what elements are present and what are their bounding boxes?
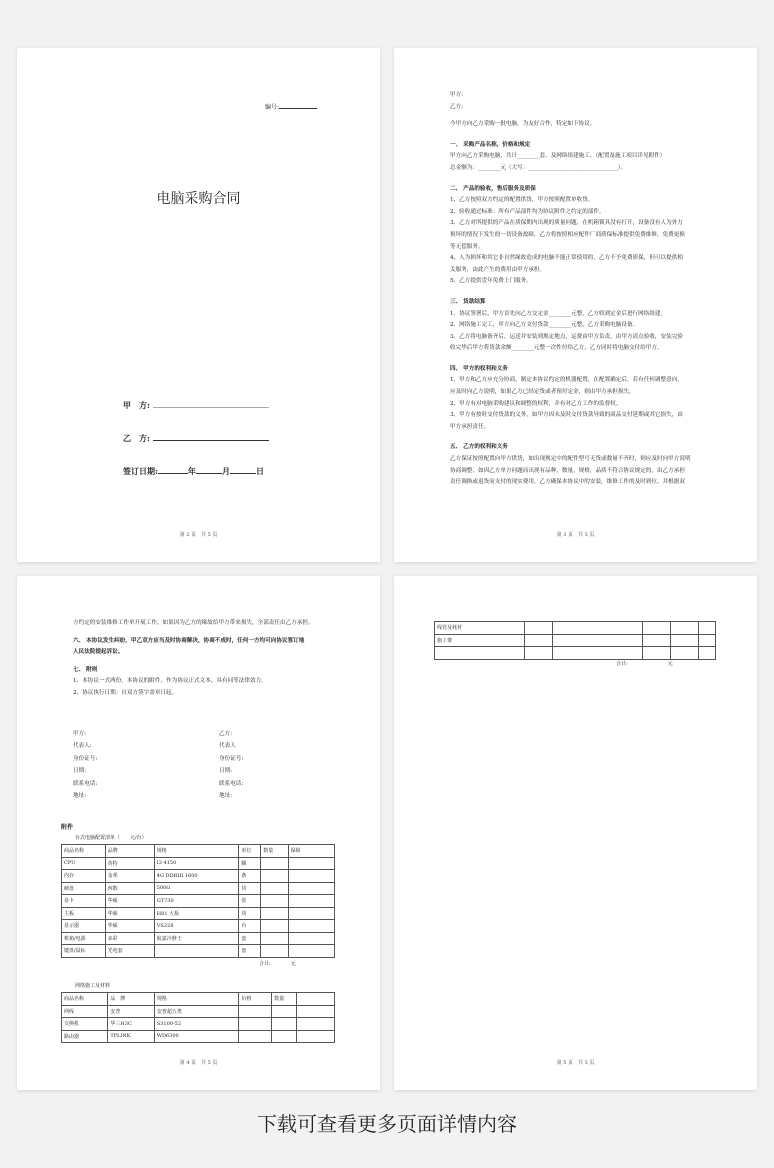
table-row — [62, 882, 335, 895]
section-line: 5、乙方提供壹年免费上门服务。 — [450, 278, 532, 285]
table-cell — [642, 634, 670, 647]
table-cell: 价格 — [239, 993, 272, 1006]
table-cell — [261, 870, 288, 883]
table-cell — [288, 932, 334, 945]
section-line: 甲方承担责任。 — [450, 423, 490, 430]
table-cell — [296, 1018, 334, 1031]
table-cell: GT730 — [154, 895, 239, 908]
sign-date-label: 签订日期: 年 月 日 — [123, 466, 264, 476]
table-cell — [261, 907, 288, 920]
party-b-label: 乙 方: — [123, 433, 269, 444]
party-a-label: 甲 方: — [123, 400, 269, 411]
table-cell — [524, 647, 552, 660]
table-cell — [296, 1030, 334, 1043]
table-cell: 华硕 — [105, 895, 154, 908]
section-line: 2、网络施工完工，甲方向乙方支付货款________元整，乙方采购电脑设备。 — [450, 322, 639, 329]
table-cell: 单位 — [239, 845, 261, 858]
contract-page-continued — [394, 576, 757, 1090]
signature-field: 身份证号: — [73, 755, 98, 762]
materials-table — [434, 621, 716, 660]
contract-page-cover — [17, 48, 380, 562]
table-cell: 4G DDRIII 1600 — [154, 870, 239, 883]
page-title: 电脑采购合同 — [156, 191, 241, 207]
table-cell: 保障 — [288, 845, 334, 858]
table-cell: 西数 — [105, 882, 154, 895]
table-cell: 数量 — [272, 993, 297, 1006]
section-line: 关服务，由此产生的费用由甲方承担。 — [450, 266, 546, 273]
page-number: 第 5 页 共 5 页 — [556, 1060, 595, 1066]
table-cell: 线管及耗材 — [435, 622, 525, 635]
table-cell — [272, 1018, 297, 1031]
table-row — [62, 993, 335, 1006]
table-cell: CPU — [62, 857, 106, 870]
section-line: 乙方保证按照配置向甲方供货，如出现规定中的配件型号无货或数量不齐时，则应及时向甲方说明 — [450, 456, 691, 463]
table-row — [62, 920, 335, 933]
section-title: 二、 产品的验收，售后服务及质保 — [450, 185, 536, 192]
terms-block — [450, 90, 710, 489]
table-row — [62, 945, 335, 958]
table-cell — [553, 634, 643, 647]
section-line: 1、协议签署后，甲方首先向乙方交定金________元整，乙方收到定金后进行网络组建。 — [450, 310, 667, 317]
signature-field: 代表人 — [219, 743, 236, 750]
section-line: 协商调整，如因乙方单方问题而出现有品种，数量，规格，品质不符合协议规定的，由乙方承担 — [450, 467, 685, 474]
table-cell — [261, 945, 288, 958]
table-cell — [435, 647, 525, 660]
table-cell — [524, 634, 552, 647]
table-cell — [272, 1030, 297, 1043]
table-row — [62, 895, 335, 908]
table-cell — [553, 622, 643, 635]
table-cell: 路由器 — [62, 1030, 108, 1043]
appendix-text-block — [73, 618, 333, 700]
table-cell: 张 — [239, 895, 261, 908]
signature-field: 日期: — [73, 768, 87, 775]
signature-field: 地址: — [219, 793, 233, 800]
text-line: 方约定的安装维修工作单开展工作，如果因为乙方的缘故给甲方带来损失，全部责任由乙方承担。 — [73, 620, 314, 626]
signature-field: 乙方: — [219, 731, 233, 737]
table-cell: 安普超五类 — [154, 1005, 239, 1018]
signature-field: 地址: — [73, 793, 87, 800]
table-cell — [642, 647, 670, 660]
table-cell: 英特 — [105, 857, 154, 870]
table-cell: 显示器 — [62, 920, 106, 933]
table-cell — [642, 622, 670, 635]
signature-field: 联系电话: — [219, 780, 244, 787]
table-cell: VS228 — [154, 920, 239, 933]
table-row — [435, 622, 716, 635]
table-cell: 键盘/鼠标 — [62, 945, 106, 958]
section-title: 三、 货款结算 — [450, 298, 486, 305]
table-cell: 华三H3C — [108, 1018, 154, 1031]
table-total: 合计: 元 — [616, 661, 673, 667]
table-cell: TPLINK — [108, 1030, 154, 1043]
table-cell: 数量 — [261, 845, 288, 858]
section-line: 2、甲方有对电脑采购建议和调整的权利，并有对乙方工作的监督权。 — [450, 400, 622, 407]
section-line: 损坏的情况下发生的一切设备故障，乙方将按照相应配件厂商质保标准提供免费维修，免费更换 — [450, 231, 685, 238]
table-cell — [699, 647, 716, 660]
table-cell — [671, 622, 699, 635]
table-cell: 规格 — [154, 845, 239, 858]
table-row — [62, 907, 335, 920]
table-cell — [699, 622, 716, 635]
network-table — [61, 992, 335, 1043]
table-cell — [239, 1018, 272, 1031]
table-cell: 商品名称 — [62, 993, 108, 1006]
contract-number-label: 编号: — [265, 104, 317, 112]
table-cell: 500G — [154, 882, 239, 895]
table-total: 合计: 元 — [259, 961, 296, 967]
intro-line: 今甲方向乙方采购一批电脑，为友好合作，特定如下协议。 — [450, 121, 596, 128]
section-six-line: 人民法院提起诉讼。 — [73, 649, 124, 656]
table-cell: 网线 — [62, 1005, 108, 1018]
table-cell: 品牌 — [105, 845, 154, 858]
section-line: 责任调换或退货而支付的现实费用。乙方确保本协议中的安装，维修工作的及时到位，并根据双 — [450, 479, 685, 486]
table-cell — [239, 1030, 272, 1043]
table-cell: 光电套 — [105, 945, 154, 958]
table-cell: 套 — [239, 932, 261, 945]
section-seven-title: 七、 附则 — [73, 666, 98, 673]
table-row — [62, 1005, 335, 1018]
signature-field: 日期: — [219, 768, 233, 775]
section-line: 4、人为损坏和其它非自然缘故造成的电脑不能正常使用的，乙方不予免费质保，但可以提供相 — [450, 255, 683, 262]
table-cell — [671, 647, 699, 660]
table-cell — [154, 945, 239, 958]
table-cell: 显卡 — [62, 895, 106, 908]
table-cell: 航嘉冷静王 — [154, 932, 239, 945]
section-line: 应及时向乙方说明，如果乙方已经定货或者预付定金，则由甲方承担损失。 — [450, 389, 635, 396]
section-line: 等无偿服务。 — [450, 243, 484, 250]
table-row — [62, 1018, 335, 1031]
text-line: 2、协议执行日期：自双方签字盖章日起。 — [73, 689, 178, 696]
table-cell: 品 牌 — [108, 993, 154, 1006]
table-cell: 多彩 — [105, 932, 154, 945]
table-cell — [261, 882, 288, 895]
table-cell — [261, 932, 288, 945]
table-cell: 内存 — [62, 870, 106, 883]
table-cell: 颗 — [239, 857, 261, 870]
table-cell — [239, 1005, 272, 1018]
page-number: 第 3 页 共 5 页 — [556, 532, 595, 538]
signature-field: 代表人: — [73, 743, 92, 750]
signature-field: 联系电话: — [73, 780, 98, 787]
signature-right — [219, 728, 243, 802]
table-cell: 规格 — [154, 993, 239, 1006]
table-cell: WD6300 — [154, 1030, 239, 1043]
signature-field: 甲方: — [73, 731, 87, 737]
table-cell: 交换机 — [62, 1018, 108, 1031]
signature-field: 身份证号: — [219, 755, 244, 762]
table-row — [62, 857, 335, 870]
section-line: 2、验收通过标准：所有产品部件均为协议附件之约定的部件。 — [450, 208, 605, 215]
table-row — [435, 634, 716, 647]
table-cell: I3 4150 — [154, 857, 239, 870]
table-cell: S3100-52 — [154, 1018, 239, 1031]
table-cell: 主板 — [62, 907, 106, 920]
table-cell — [288, 920, 334, 933]
table-cell: 机箱/电源 — [62, 932, 106, 945]
table-cell — [524, 622, 552, 635]
section-line: 3、乙方将电脑备齐后，运送并安装到规定地点，运费由甲方负责，由甲方清点验收，安装完验 — [450, 333, 683, 340]
table-cell — [553, 647, 643, 660]
table-cell: 华硕 — [105, 920, 154, 933]
table-cell: 块 — [239, 882, 261, 895]
section-line: 3、乙方对所提供的产品在质保期内出现的质量问题，在机箱锁具没有打开，设备没有人为外力 — [450, 220, 683, 227]
table-cell — [261, 920, 288, 933]
table-cell: 华硕 — [105, 907, 154, 920]
party-a-line: 甲方: — [450, 92, 464, 98]
section-line: 1、甲方和乙方应充分协商，制定本协议约定的机器配置，在配置确定后，若有任何调整意向， — [450, 377, 683, 384]
table-row — [435, 647, 716, 660]
table-cell — [261, 895, 288, 908]
table-cell — [288, 895, 334, 908]
config-table — [61, 844, 335, 958]
table-cell: H81 大板 — [154, 907, 239, 920]
table-cell — [261, 857, 288, 870]
party-b-line: 乙方: — [450, 103, 464, 110]
page-number: 第 4 页 共 5 页 — [179, 1060, 218, 1066]
table-cell: 台 — [239, 920, 261, 933]
table-cell — [699, 634, 716, 647]
table-cell — [296, 993, 334, 1006]
table-cell: 商品名称 — [62, 845, 106, 858]
section-six-line: 六、 本协议发生纠纷，甲乙双方应当及时协商解决，协商不成时，任何一方均可向协议签订地 — [73, 637, 305, 644]
section-line: 甲方向乙方采购电脑，共计________套。及网络组建施工。（配置及施工项目详见附件） — [450, 153, 666, 160]
signature-left — [73, 728, 97, 802]
table-cell: 块 — [239, 907, 261, 920]
table-cell: 硬盘 — [62, 882, 106, 895]
section-line: 3、甲方有按时交付货款的义务，如甲方因未及时交付货款导致的商品交付延期或其它损失，由 — [450, 412, 683, 419]
table-caption: 台式电脑配置清单（ 元/台） — [75, 835, 147, 841]
table-cell — [288, 857, 334, 870]
table-caption: 网络施工及材料 — [75, 983, 111, 989]
table-cell — [296, 1005, 334, 1018]
page-number: 第 2 页 共 5 页 — [179, 532, 218, 538]
table-cell — [272, 1005, 297, 1018]
appendix-title: 附件 — [61, 824, 74, 831]
section-title: 一、 采购产品名称，价格和规定 — [450, 141, 531, 148]
table-row — [62, 932, 335, 945]
table-row — [62, 1030, 335, 1043]
table-cell — [288, 907, 334, 920]
table-cell: 套 — [239, 945, 261, 958]
table-cell — [288, 945, 334, 958]
section-title: 五、 乙方的权利和义务 — [450, 444, 508, 451]
section-line: 总金额为：________元（大写：________________________________）。 — [450, 164, 627, 171]
section-line: 1、乙方按照双方约定的配置供货，甲方按照配置单收货。 — [450, 197, 594, 204]
table-row — [62, 870, 335, 883]
table-cell: 条 — [239, 870, 261, 883]
table-cell — [288, 870, 334, 883]
section-title: 四、 甲方的权利和义务 — [450, 365, 508, 372]
contract-page-appendix — [17, 576, 380, 1090]
table-cell — [288, 882, 334, 895]
terms-sections — [450, 140, 710, 489]
table-row — [62, 845, 335, 858]
table-cell — [671, 634, 699, 647]
table-cell: 施工费 — [435, 634, 525, 647]
text-line: 1、本协议一式两份，本协议的附件，作为协议正式文本，具有同等法律效力。 — [73, 678, 267, 685]
download-hint: 下载可查看更多页面详情内容 — [257, 1112, 517, 1136]
table-cell: 金邦 — [105, 870, 154, 883]
section-line: 收完毕后甲方将货款余额________元整一次性付给乙方，乙方同时将电脑交付给甲方。 — [450, 345, 663, 352]
table-cell: 安普 — [108, 1005, 154, 1018]
contract-page-terms — [394, 48, 757, 562]
